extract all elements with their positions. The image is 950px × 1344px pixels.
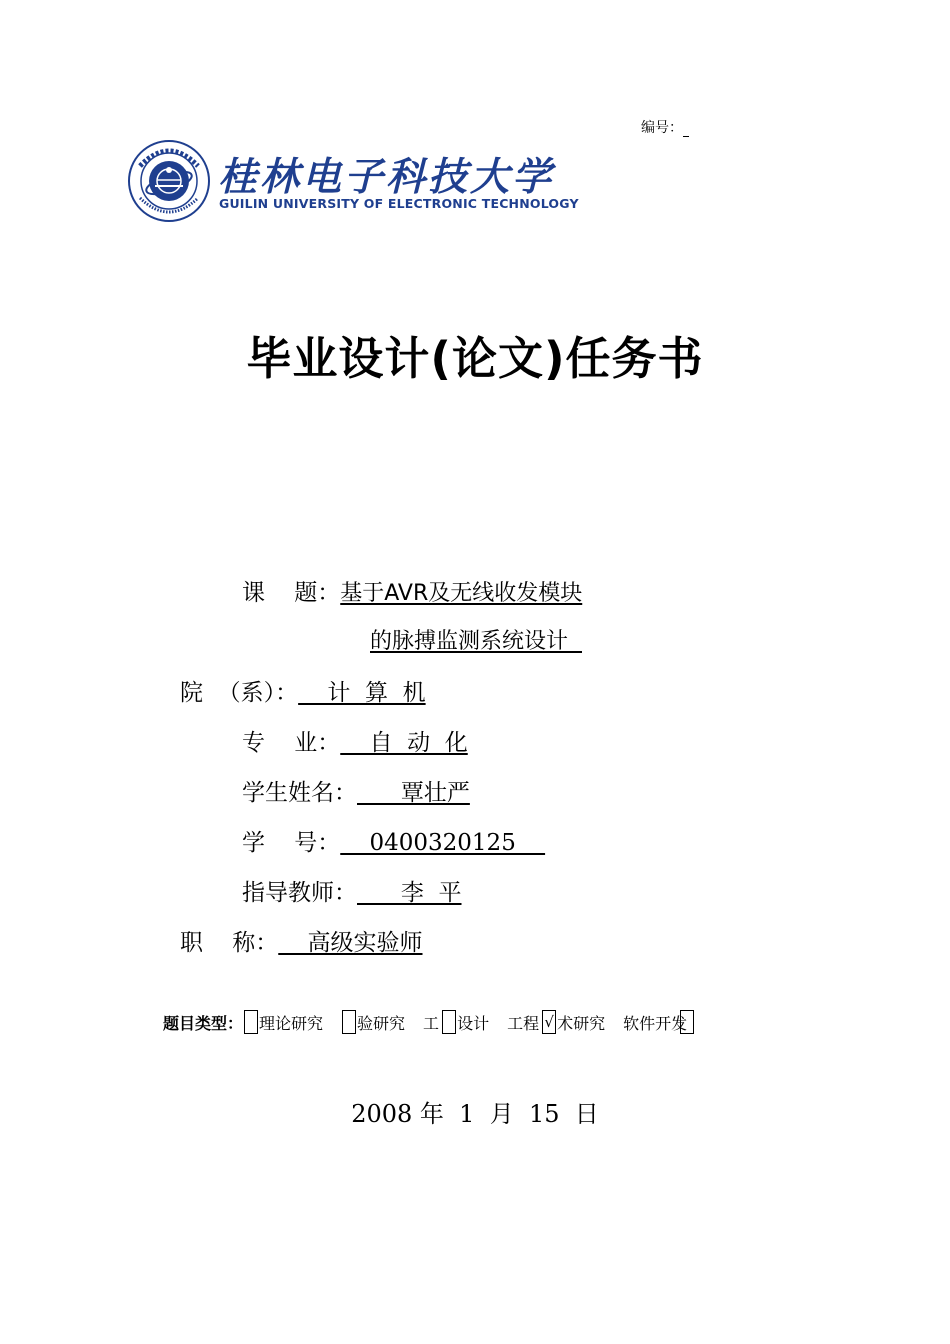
topic-value-line2: 的脉搏监测系统设计 (370, 629, 582, 654)
university-name-en: GUILIN UNIVERSITY OF ELECTRONIC TECHNOLOGY (219, 196, 579, 211)
major-label: 专 业： (242, 730, 341, 756)
student-name-value: 覃壮严 (357, 780, 470, 806)
checkbox-engineering-tech[interactable]: √ (542, 1010, 556, 1034)
checkbox-software[interactable] (680, 1010, 694, 1034)
serial-number (641, 117, 689, 137)
student-name-row (242, 774, 470, 807)
university-name-cn: 桂林电子科技大学 (218, 155, 555, 200)
topic-label: 课 题： (242, 580, 341, 606)
student-name-label: 学生姓名： (242, 780, 357, 806)
type-design-label: 设计 (457, 1013, 490, 1033)
checkbox-engineering-design[interactable] (442, 1010, 456, 1034)
type-engineering-prefix: 工 (423, 1013, 440, 1033)
topic-row (242, 574, 582, 607)
department-row (180, 674, 426, 707)
type-theory-label: 理论研究 (259, 1013, 324, 1033)
university-seal-icon (128, 140, 210, 222)
advisor-label: 指导教师： (242, 880, 357, 906)
topic-value-line1: 基于AVR及无线收发模块 (340, 581, 583, 606)
advisor-value: 李 平 (357, 880, 462, 906)
topic-type-label: 题目类型： (163, 1013, 244, 1033)
type-engineering-tech-prefix: 工程 (507, 1013, 540, 1033)
advisor-row (242, 874, 462, 907)
type-experiment-label: 验研究 (357, 1013, 406, 1033)
student-id-row (242, 824, 545, 857)
department-value: 计 算 机 (298, 680, 426, 706)
title-rank-row (180, 924, 423, 957)
department-label: 院 （系）： (180, 680, 299, 706)
student-id-label: 学 号： (242, 830, 341, 856)
major-value: 自 动 化 (340, 730, 468, 756)
topic-type-row (163, 1010, 695, 1034)
title-rank-label: 职 称： (180, 930, 279, 956)
type-tech-research-label: 术研究 (557, 1013, 606, 1033)
serial-blank (683, 122, 689, 137)
page-title: 毕业设计(论文)任务书 (246, 332, 704, 385)
serial-label: 编号： (641, 120, 683, 136)
document-date: 2008 年 1 月 15 日 (351, 1100, 599, 1128)
topic-row-2 (370, 624, 582, 655)
major-row (242, 724, 468, 757)
checkbox-experiment[interactable] (342, 1010, 356, 1034)
type-software-label: 软件开发 (623, 1013, 688, 1033)
checkbox-theory[interactable] (244, 1010, 258, 1034)
title-rank-value: 高级实验师 (278, 930, 423, 956)
student-id-value: 0400320125 (340, 830, 546, 856)
